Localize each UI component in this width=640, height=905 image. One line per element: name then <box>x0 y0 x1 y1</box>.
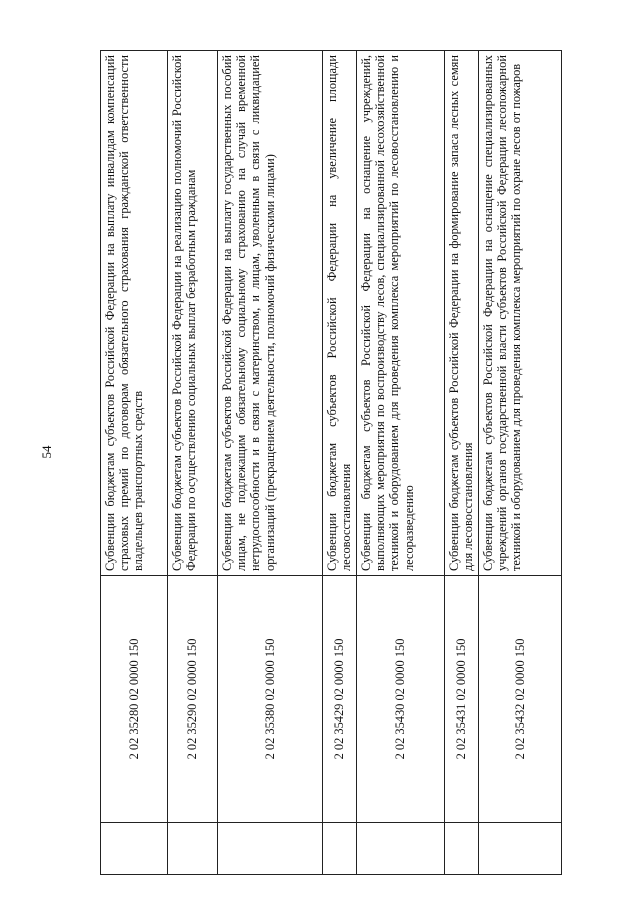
empty-cell <box>445 823 479 875</box>
budget-code-cell: 2 02 35429 02 0000 150 <box>323 576 357 823</box>
table-row <box>323 51 357 875</box>
table-row <box>445 51 479 875</box>
rotated-table-container <box>100 50 561 875</box>
empty-cell <box>101 823 168 875</box>
description-cell: Субвенции бюджетам субъектов Российской Федерации на формирование запаса лесных семян для лесовосстановления <box>445 51 479 576</box>
empty-cell <box>168 823 218 875</box>
description-cell: Субвенции бюджетам субъектов Российской Федерации на выплату инвалидам компенсаций страховых премий по договорам обязательного страхования гражданской ответственности владельцев транспортных средств <box>101 51 168 576</box>
budget-code-cell: 2 02 35280 02 0000 150 <box>101 576 168 823</box>
budget-code-cell: 2 02 35290 02 0000 150 <box>168 576 218 823</box>
page-number: 54 <box>39 445 54 459</box>
empty-cell <box>218 823 323 875</box>
table-row <box>101 51 168 875</box>
table-row <box>218 51 323 875</box>
description-cell: Субвенции бюджетам субъектов Российской Федерации на реализацию полномочий Российской Федерации по осуществлению социальных выплат безработным гражданам <box>168 51 218 576</box>
table-row <box>357 51 445 875</box>
budget-code-cell: 2 02 35432 02 0000 150 <box>479 576 562 823</box>
table-row <box>479 51 562 875</box>
description-cell: Субвенции бюджетам субъектов Российской Федерации на увеличение площади лесовосстановления <box>323 51 357 576</box>
description-cell: Субвенции бюджетам субъектов Российской Федерации на выплату государственных пособий лицам, не подлежащим обязательному социальному страхованию на случай временной нетрудоспособности и в связи с материнством, и лицам, уволенным в связи с ликвидацией организаций (прекращением деятельности, полномочий физическими лицами) <box>218 51 323 576</box>
description-cell: Субвенции бюджетам субъектов Российской Федерации на оснащение специализированных учреждений органов государственной власти субъектов Российской Федерации лесопожарной техникой и оборудованием для проведения комплекса мероприятий по охране лесов от пожаров <box>479 51 562 576</box>
budget-code-cell: 2 02 35431 02 0000 150 <box>445 576 479 823</box>
budget-code-cell: 2 02 35380 02 0000 150 <box>218 576 323 823</box>
budget-code-cell: 2 02 35430 02 0000 150 <box>357 576 445 823</box>
table-row <box>168 51 218 875</box>
empty-cell <box>479 823 562 875</box>
budget-codes-table <box>100 50 562 875</box>
description-cell: Субвенции бюджетам субъектов Российской Федерации на оснащение учреждений, выполняющих мероприятия по воспроизводству лесов, специализированной лесохозяйственной техникой и оборудованием для проведения комплекса мероприятий по лесовосстановлению и лесоразведению <box>357 51 445 576</box>
empty-cell <box>357 823 445 875</box>
empty-cell <box>323 823 357 875</box>
